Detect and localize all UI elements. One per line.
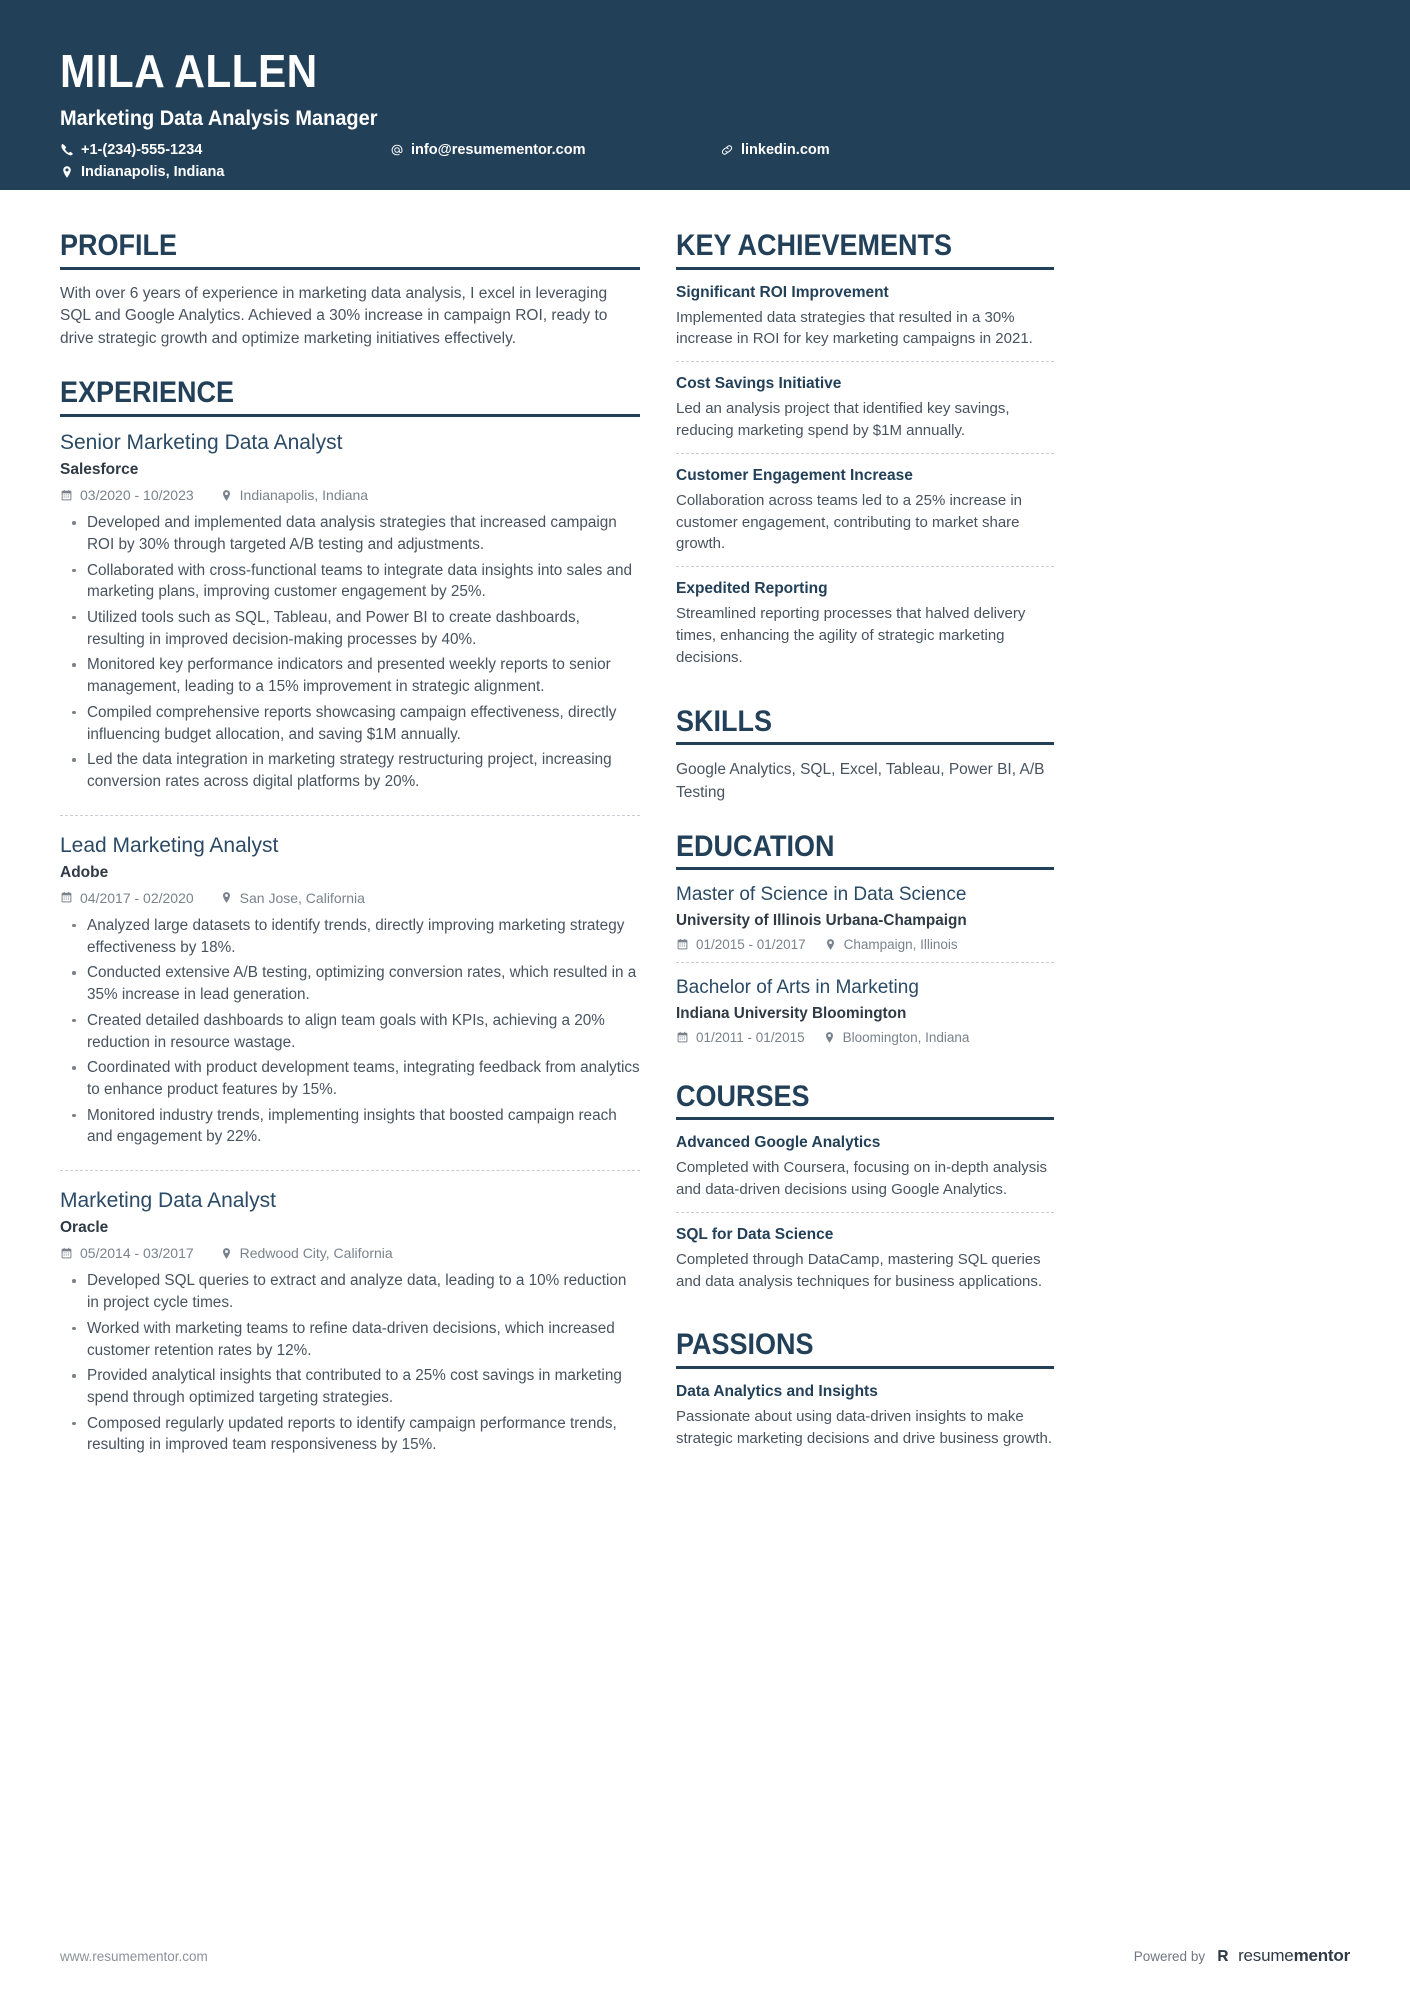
experience-meta (60, 487, 640, 503)
achievement-title: Expedited Reporting (676, 580, 828, 598)
experience-meta (60, 1245, 640, 1261)
logo-light-part: resume (1238, 1946, 1294, 1965)
calendar-icon (676, 1031, 689, 1044)
section-rule (676, 1117, 1054, 1120)
section-title-profile: PROFILE (60, 229, 178, 262)
education-degree: Bachelor of Arts in Marketing (676, 976, 919, 998)
section-skills (676, 706, 1054, 805)
footer-url[interactable]: www.resumementor.com (60, 1948, 208, 1964)
education-meta (676, 1030, 1054, 1045)
contact-email-text: info@resumementor.com (411, 142, 586, 158)
bullet-item: Worked with marketing teams to refine data-driven decisions, which increased customer retention rates by 12%. (60, 1318, 640, 1361)
education-dates: 01/2011 - 01/2015 (696, 1029, 805, 1045)
powered-by-label: Powered by (1133, 1948, 1206, 1964)
education-location: Champaign, Illinois (843, 936, 958, 952)
bullet-item: Provided analytical insights that contributed to a 25% cost savings in marketing spend through optimized targeting strategies. (60, 1365, 640, 1408)
map-pin-icon (220, 1247, 233, 1260)
experience-location: San Jose, California (239, 889, 365, 906)
course-title: Advanced Google Analytics (676, 1134, 881, 1152)
education-school: Indiana University Bloomington (676, 1004, 907, 1022)
passion-text: Passionate about using data-driven insights to make strategic marketing decisions and drive business growth. (676, 1407, 1053, 1447)
education-entry (676, 883, 1054, 962)
section-rule (60, 414, 640, 417)
section-courses (676, 1081, 1054, 1304)
map-pin-icon (220, 891, 233, 904)
experience-company: Oracle (60, 1219, 109, 1237)
experience-location-group (220, 1245, 393, 1261)
passion-title: Data Analytics and Insights (676, 1382, 878, 1400)
experience-entry (60, 1170, 640, 1466)
achievement-title: Significant ROI Improvement (676, 283, 889, 301)
education-dates: 01/2015 - 01/2017 (696, 936, 806, 952)
section-title-skills: SKILLS (676, 704, 773, 738)
achievement-text: Streamlined reporting processes that halved delivery times, enhancing the agility of strategic marketing decisions. (676, 605, 1026, 666)
course-text: Completed with Coursera, focusing on in-depth analysis and data-driven decisions using Google Analytics. (676, 1159, 1048, 1198)
experience-dates-group (60, 487, 194, 503)
right-column (676, 230, 1054, 1492)
section-rule (676, 267, 1054, 270)
experience-bullets (60, 1270, 640, 1456)
section-experience (60, 377, 640, 1466)
bullet-item: Developed and implemented data analysis strategies that increased campaign ROI by 30% through targeted A/B testing and adjustments. (60, 512, 640, 555)
achievement-text: Collaboration across teams led to a 25% increase in customer engagement, contributing to market share growth. (676, 491, 1023, 553)
experience-location: Indianapolis, Indiana (239, 487, 369, 504)
resume-body (0, 190, 1410, 1492)
education-school: University of Illinois Urbana-Champaign (676, 911, 967, 929)
achievement-text: Led an analysis project that identified key savings, reducing marketing spend by $1M annually. (676, 400, 1010, 440)
experience-dates-group (60, 1245, 194, 1261)
experience-dates: 05/2014 - 03/2017 (80, 1245, 194, 1262)
achievement-title: Cost Savings Initiative (676, 375, 842, 393)
section-key-achievements (676, 230, 1054, 680)
bullet-item: Created detailed dashboards to align team goals with KPIs, achieving a 20% reduction in resource wastage. (60, 1010, 640, 1053)
contact-link-text: linkedin.com (741, 142, 830, 158)
education-location-group (823, 1030, 970, 1045)
bullet-item: Compiled comprehensive reports showcasing campaign effectiveness, directly influencing budget allocation, and saving $1M annually. (60, 702, 640, 745)
section-title-passions: PASSIONS (676, 1328, 814, 1362)
experience-job-title: Marketing Data Analyst (60, 1189, 276, 1213)
experience-company: Salesforce (60, 461, 139, 479)
education-dates-group (676, 1030, 805, 1045)
map-pin-icon (220, 489, 233, 502)
contact-email[interactable] (390, 142, 585, 158)
resumementor-logo-text (1238, 1946, 1350, 1966)
education-meta (676, 937, 1054, 952)
section-rule (676, 742, 1054, 745)
experience-job-title: Senior Marketing Data Analyst (60, 430, 343, 454)
education-location: Bloomington, Indiana (842, 1029, 970, 1045)
bullet-item: Monitored industry trends, implementing insights that boosted campaign reach and engagement by 22%. (60, 1105, 640, 1148)
education-degree: Master of Science in Data Science (676, 884, 967, 906)
experience-location-group (220, 890, 365, 906)
course-text: Completed through DataCamp, mastering SQL queries and data analysis techniques for business applications. (676, 1250, 1043, 1290)
contact-phone-text: +1-(234)-555-1234 (81, 142, 203, 158)
logo-bold-part: mentor (1293, 1946, 1350, 1965)
achievement-item (676, 361, 1054, 453)
link-icon (720, 143, 734, 157)
calendar-icon (676, 938, 689, 951)
section-title-education: EDUCATION (676, 829, 835, 863)
calendar-icon (60, 489, 73, 502)
section-rule (676, 1366, 1054, 1369)
passion-item (676, 1382, 1054, 1461)
achievement-item (676, 453, 1054, 566)
bullet-item: Utilized tools such as SQL, Tableau, and Power BI to create dashboards, resulting in improved decision-making processes by 40%. (60, 607, 640, 650)
achievement-text: Implemented data strategies that resulted in a 30% increase in ROI for key marketing campaigns in 2021. (676, 308, 1033, 348)
course-item (676, 1212, 1054, 1304)
achievement-title: Customer Engagement Increase (676, 466, 913, 484)
experience-location: Redwood City, California (239, 1245, 393, 1262)
map-pin-icon (824, 938, 837, 951)
contact-location-text: Indianapolis, Indiana (81, 164, 225, 180)
experience-bullets (60, 915, 640, 1148)
education-location-group (824, 937, 958, 952)
experience-entry (60, 815, 640, 1158)
achievement-item (676, 566, 1054, 679)
map-pin-icon (823, 1031, 836, 1044)
education-entry (676, 962, 1054, 1055)
footer-branding (1134, 1946, 1350, 1966)
course-item (676, 1133, 1054, 1212)
bullet-item: Analyzed large datasets to identify trends, directly improving marketing strategy effectiveness by 18%. (60, 915, 640, 958)
resume-footer (0, 1917, 1410, 1995)
achievement-item (676, 283, 1054, 362)
course-title: SQL for Data Science (676, 1225, 834, 1243)
experience-meta (60, 890, 640, 906)
resumementor-logo-icon (1216, 1948, 1233, 1965)
resumementor-logo (1216, 1946, 1350, 1966)
experience-dates: 04/2017 - 02/2020 (80, 889, 194, 906)
experience-company: Adobe (60, 863, 109, 881)
section-title-courses: COURSES (676, 1079, 810, 1113)
contact-phone[interactable] (60, 142, 202, 158)
bullet-item: Collaborated with cross-functional teams to integrate data insights into sales and marketing plans, improving customer engagement by 25%. (60, 560, 640, 603)
section-profile (60, 230, 640, 351)
skills-list: Google Analytics, SQL, Excel, Tableau, Power BI, A/B Testing (676, 761, 1045, 802)
experience-job-title: Lead Marketing Analyst (60, 833, 279, 857)
profile-text: With over 6 years of experience in marketing data analysis, I excel in leveraging SQL and Google Analytics. Achieved a 30% increase in campaign ROI, ready to drive strategic growth and optimize marketing initiatives effectively. (60, 284, 608, 348)
candidate-name: MILA ALLEN (60, 45, 318, 97)
contact-location (60, 164, 224, 180)
at-icon (390, 143, 404, 157)
bullet-item: Coordinated with product development teams, integrating feedback from analytics to enhance product features by 15%. (60, 1057, 640, 1100)
left-column (60, 230, 640, 1492)
bullet-item: Composed regularly updated reports to identify campaign performance trends, resulting in improved team responsiveness by 15%. (60, 1413, 640, 1456)
experience-dates-group (60, 890, 194, 906)
map-pin-icon (60, 165, 74, 179)
experience-entry (60, 430, 640, 803)
section-passions (676, 1329, 1054, 1460)
section-title-key-achievements: KEY ACHIEVEMENTS (676, 229, 953, 262)
contact-link[interactable] (720, 142, 830, 158)
section-rule (676, 867, 1054, 870)
calendar-icon (60, 891, 73, 904)
section-rule (60, 267, 640, 270)
section-title-experience: EXPERIENCE (60, 376, 235, 410)
contact-info (60, 142, 1350, 190)
bullet-item: Conducted extensive A/B testing, optimizing conversion rates, which resulted in a 35% increase in lead generation. (60, 962, 640, 1005)
resume-header (0, 0, 1410, 190)
phone-icon (60, 143, 74, 157)
bullet-item: Developed SQL queries to extract and analyze data, leading to a 10% reduction in project cycle times. (60, 1270, 640, 1313)
section-education (676, 831, 1054, 1055)
experience-bullets (60, 512, 640, 793)
candidate-job-title: Marketing Data Analysis Manager (60, 107, 378, 130)
bullet-item: Led the data integration in marketing strategy restructuring project, increasing conversion rates across digital platforms by 20%. (60, 749, 640, 792)
calendar-icon (60, 1247, 73, 1260)
bullet-item: Monitored key performance indicators and presented weekly reports to senior management, leading to a 15% improvement in strategic alignment. (60, 654, 640, 697)
education-dates-group (676, 937, 806, 952)
experience-location-group (220, 487, 368, 503)
experience-dates: 03/2020 - 10/2023 (80, 487, 194, 504)
